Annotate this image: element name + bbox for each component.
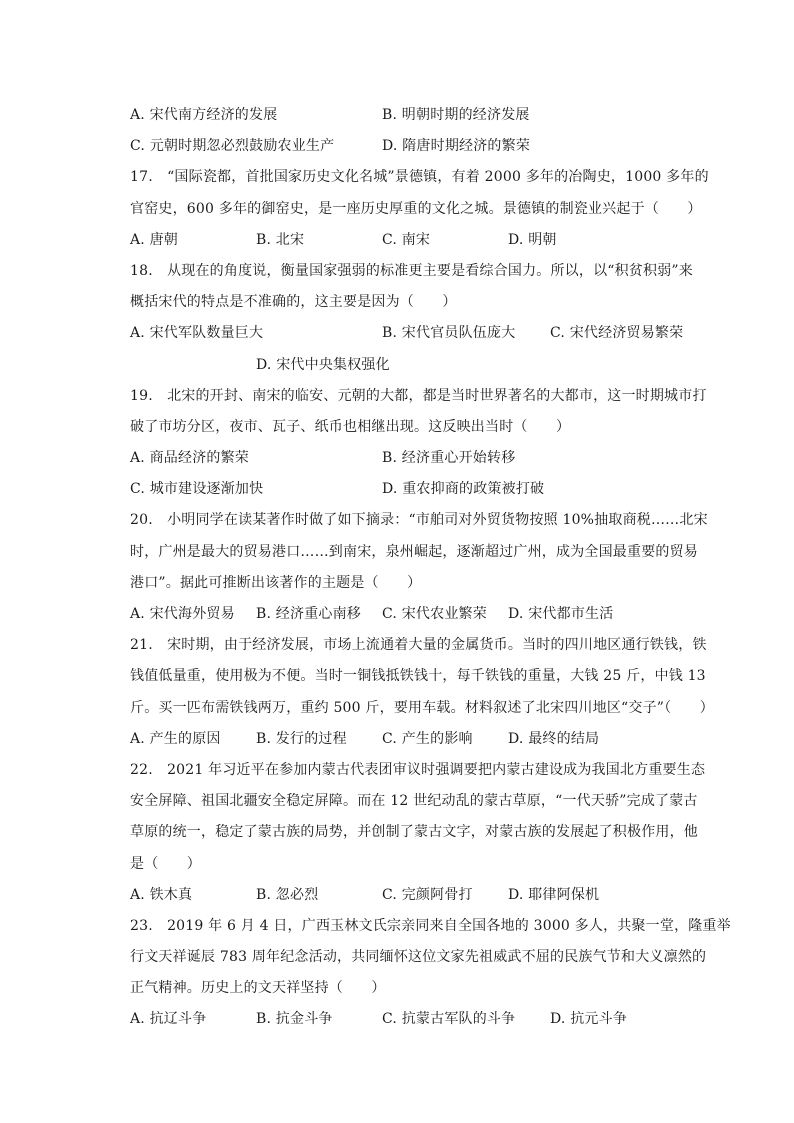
q23-stem-line-2: 行文天祥诞辰 783 周年纪念活动，共同缅怀这位文家先祖威武不屈的民族气节和大义凛然的 (130, 949, 707, 966)
q21-option-c[interactable]: C. 产生的影响 (382, 730, 473, 747)
q17-option-a[interactable]: A. 唐朝 (130, 231, 179, 248)
q17-stem-line-1: 17. “国际瓷都，首批国家历史文化名城”景德镇，有着 2000 多年的冶陶史，1000 多年的 (130, 169, 709, 186)
q22-option-c[interactable]: C. 完颜阿骨打 (382, 886, 473, 903)
q20-option-d[interactable]: D. 宋代都市生活 (508, 606, 614, 622)
q19-option-a[interactable]: A. 商品经济的繁荣 (130, 450, 250, 467)
q17-options-row (130, 225, 690, 256)
q23-option-b[interactable]: B. 抗金斗争 (256, 1011, 333, 1028)
q20-options-row (130, 599, 690, 630)
q16-options-row-2 (130, 131, 690, 162)
q22-stem-line-2: 安全屏障、祖国北疆安全稳定屏障。而在 12 世纪动乱的蒙古草原，“一代天骄”完成了蒙古 (130, 793, 698, 810)
q23-options-row (130, 1004, 690, 1035)
q18-options-row-2 (130, 350, 690, 381)
q16-option-a[interactable]: A. 宋代南方经济的发展 (130, 107, 278, 123)
q18-option-d[interactable]: D. 宋代中央集权强化 (256, 356, 390, 373)
q17-option-d[interactable]: D. 明朝 (508, 231, 557, 248)
q18-option-b[interactable]: B. 宋代官员队伍庞大 (382, 325, 516, 342)
q22-stem-line-3: 草原的统一，稳定了蒙古族的局势，并创制了蒙古文字，对蒙古族的发展起了积极作用，他 (130, 824, 698, 841)
q19-option-c[interactable]: C. 城市建设逐渐加快 (130, 481, 264, 498)
exam-page (130, 100, 731, 1036)
q21-option-b[interactable]: B. 发行的过程 (256, 730, 347, 747)
q21-option-a[interactable]: A. 产生的原因 (130, 730, 221, 747)
q19-stem-line-2: 破了市坊分区，夜市、瓦子、纸币也相继出现。这反映出当时（ ） (130, 418, 571, 435)
q20-stem-line-1: 20. 小明同学在读某著作时做了如下摘录：“市舶司对外贸货物按照 10%抽取商税……北宋 (130, 512, 708, 529)
q22-stem-line-1: 22. 2021 年习近平在参加内蒙古代表团审议时强调要把内蒙古建设成为我国北方重要生态 (130, 761, 706, 778)
q19-option-b[interactable]: B. 经济重心开始转移 (382, 450, 516, 467)
q20-option-c[interactable]: C. 宋代农业繁荣 (382, 606, 487, 622)
q18-stem-line-2: 概括宋代的特点是不准确的，这主要是因为（ ） (130, 294, 457, 311)
q23-option-c[interactable]: C. 抗蒙古军队的斗争 (382, 1011, 516, 1028)
q17-option-c[interactable]: C. 南宋 (382, 231, 431, 248)
q23-option-d[interactable]: D. 抗元斗争 (550, 1011, 628, 1028)
q18-option-a[interactable]: A. 宋代军队数量巨大 (130, 325, 264, 342)
q23-stem-line-3: 正气精神。历史上的文天祥坚持（ ） (130, 980, 386, 997)
q19-stem-line-1: 19. 北宋的开封、南宋的临安、元朝的大都，都是当时世界著名的大都市，这一时期城市打 (130, 387, 707, 404)
q23-stem-line-1: 23. 2019 年 6 月 4 日，广西玉林文氏宗亲同来自全国各地的 3000 多人，共聚一堂，隆重举 (130, 917, 731, 934)
q22-option-d[interactable]: D. 耶律阿保机 (508, 886, 600, 903)
q23-option-a[interactable]: A. 抗辽斗争 (130, 1011, 207, 1028)
q22-options-row (130, 880, 690, 911)
q21-options-row (130, 724, 690, 755)
q20-stem-line-2: 时，广州是最大的贸易港口……到南宋，泉州崛起，逐渐超过广州，成为全国最重要的贸易 (130, 543, 698, 560)
q19-option-d[interactable]: D. 重农抑商的政策被打破 (382, 481, 545, 498)
q20-option-a[interactable]: A. 宋代海外贸易 (130, 606, 235, 622)
q16-option-b[interactable]: B. 明朝时期的经济发展 (382, 107, 530, 123)
q17-option-b[interactable]: B. 北宋 (256, 231, 305, 248)
q21-option-d[interactable]: D. 最终的结局 (508, 730, 600, 747)
q21-stem-line-2: 钱值低量重，使用极为不便。当时一铜钱抵铁钱十，每千铁钱的重量，大钱 25 斤，中钱 13 (130, 668, 706, 685)
q19-options-row-1 (130, 443, 690, 474)
q20-option-b[interactable]: B. 经济重心南移 (256, 606, 361, 622)
q16-option-c[interactable]: C. 元朝时期忽必烈鼓励农业生产 (130, 138, 335, 155)
q22-stem-line-4: 是（ ） (130, 855, 201, 872)
q18-options-row-1 (130, 318, 690, 349)
q22-option-b[interactable]: B. 忽必烈 (256, 886, 319, 903)
q16-option-d[interactable]: D. 隋唐时期经济的繁荣 (382, 138, 531, 155)
q22-option-a[interactable]: A. 铁木真 (130, 886, 193, 903)
q18-option-c[interactable]: C. 宋代经济贸易繁荣 (550, 325, 684, 342)
q20-stem-line-3: 港口”。据此可推断出该著作的主题是（ ） (130, 574, 422, 591)
q18-stem-line-1: 18. 从现在的角度说，衡量国家强弱的标准更主要是看综合国力。所以，以“积贫积弱”来 (130, 262, 693, 279)
q17-stem-line-2: 官窑史，600 多年的御窑史，是一座历史厚重的文化之城。景德镇的制瓷业兴起于（ ） (130, 200, 702, 217)
q21-stem-line-1: 21. 宋时期，由于经济发展，市场上流通着大量的金属货币。当时的四川地区通行铁钱，铁 (130, 637, 707, 654)
q19-options-row-2 (130, 474, 690, 505)
q16-options-row-1 (130, 100, 690, 131)
q21-stem-line-3: 斤。买一匹布需铁钱两万，重约 500 斤，要用车载。材料叙述了北宋四川地区“交子”（ ） (130, 699, 714, 716)
